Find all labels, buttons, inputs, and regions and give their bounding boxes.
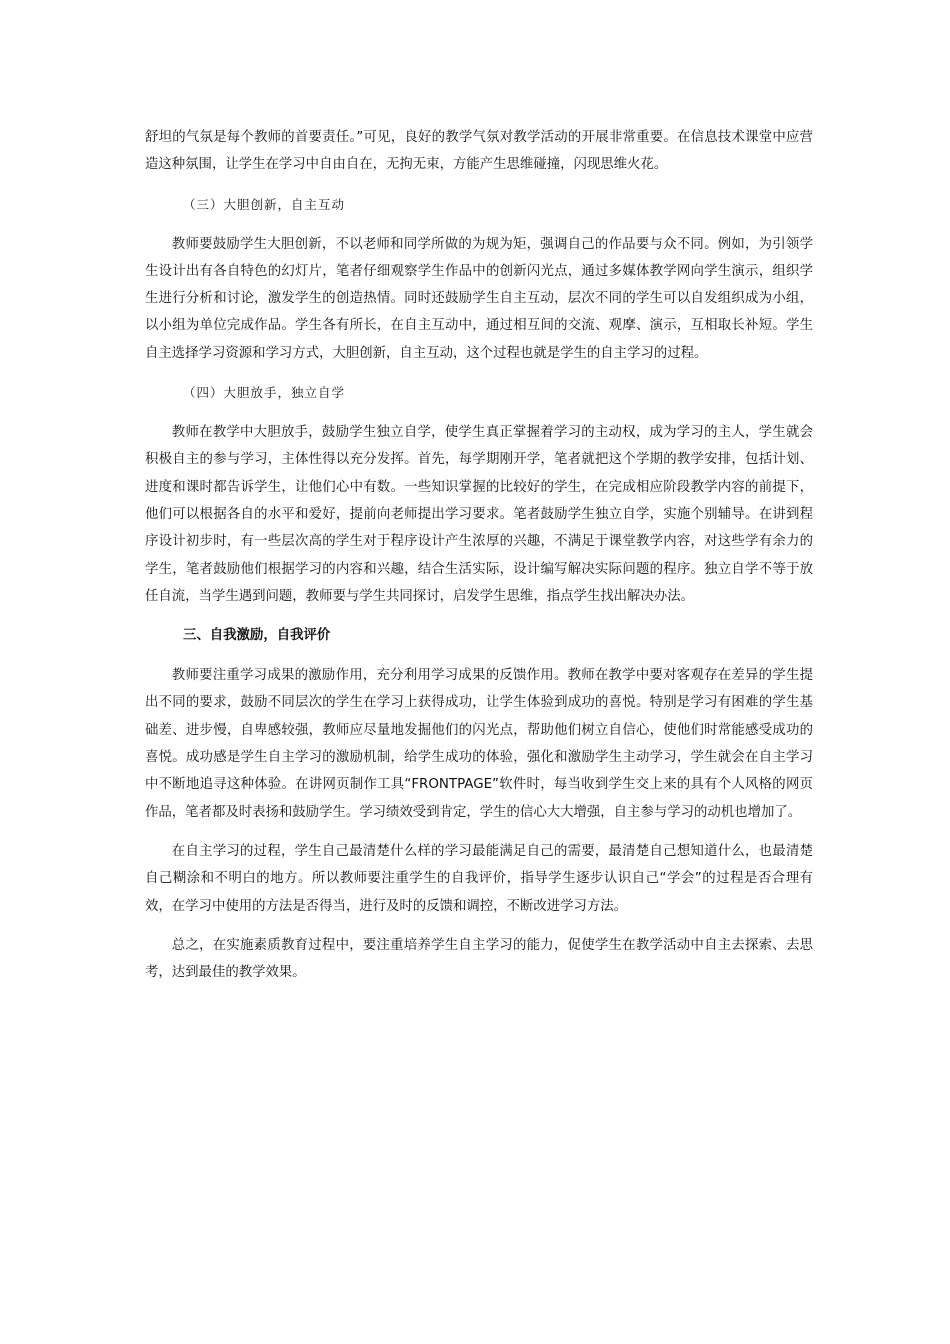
paragraph-self-study: 教师在教学中大胆放手，鼓励学生独立自学，使学生真正掌握着学习的主动权，成为学习的主人，学生就会积极自主的参与学习，主体性得以充分发挥。首先，每学期刚开学，笔者就把这个学期的教学安排，包括计划、进度和课时都告诉学生，让他们心中有数。一些知识掌握的比较好的学生，在完成相应阶段教学内容的前提下，他们可以根据各自的水平和爱好，提前向老师提出学习要求。笔者鼓励学生独立自学，实施个别辅导。在讲到程序设计初步时，有一些层次高的学生对于程序设计产生浓厚的兴趣，不满足于课堂教学内容，对这些学有余力的学生，笔者鼓励他们根据学习的内容和兴趣，结合生活实际，设计编写解决实际问题的程序。独立自学不等于放任自流，当学生遇到问题，教师要与学生共同探讨，启发学生思维，指点学生找出解决办法。: [145, 425, 813, 604]
document-page: [145, 124, 813, 986]
subheading-3: （三）大胆创新，自主互动: [183, 196, 346, 212]
section-heading-3: 三、自我激励，自我评价: [183, 628, 331, 644]
paragraph-continued: 舒坦的气氛是每个教师的首要责任。”可见，良好的教学气氛对教学活动的开展非常重要。在信息技术课堂中应营造这种氛围，让学生在学习中自由自在，无拘无束，方能产生思维碰撞，闪现思维火花。: [145, 130, 813, 173]
paragraph-motivation: 教师要注重学习成果的激励作用，充分利用学习成果的反馈作用。教师在教学中要对客观存在差异的学生提出不同的要求，鼓励不同层次的学生在学习上获得成功，让学生体验到成功的喜悦。特别是学习有困难的学生基础差、进步慢，自卑感较强，教师应尽量地发掘他们的闪光点，帮助他们树立自信心，使他们时常能感受成功的喜悦。成功感是学生自主学习的激励机制，给学生成功的体验，强化和激励学生主动学习，学生就会在自主学习中不断地追寻这种体验。在讲网页制作工具“FRONTPAGE”软件时，每当收到学生交上来的具有个人风格的网页作品，笔者都及时表扬和鼓励学生。学习绩效受到肯定，学生的信心大大增强，自主参与学习的动机也增加了。: [145, 668, 813, 820]
subheading-4: （四）大胆放手，独立自学: [183, 385, 346, 401]
paragraph-innovation: 教师要鼓励学生大胆创新，不以老师和同学所做的为规为矩，强调自己的作品要与众不同。例如，为引领学生设计出有各自特色的幻灯片，笔者仔细观察学生作品中的创新闪光点，通过多媒体教学网向学生演示，组织学生进行分析和讨论，激发学生的创造热情。同时还鼓励学生自主互动，层次不同的学生可以自发组织成为小组，以小组为单位完成作品。学生各有所长，在自主互动中，通过相互间的交流、观摩、演示，互相取长补短。学生自主选择学习资源和学习方式，大胆创新，自主互动，这个过程也就是学生的自主学习的过程。: [145, 236, 813, 361]
paragraph-self-evaluation: 在自主学习的过程，学生自己最清楚什么样的学习最能满足自己的需要，最清楚自己想知道什么，也最清楚自己糊涂和不明白的地方。所以教师要注重学生的自我评价，指导学生逐步认识自己“学会”的过程是否合理有效，在学习中使用的方法是否得当，进行及时的反馈和调控，不断改进学习方法。: [145, 843, 813, 914]
paragraph-conclusion: 总之，在实施素质教育过程中，要注重培养学生自主学习的能力，促使学生在教学活动中自主去探索、去思考，达到最佳的教学效果。: [145, 937, 813, 981]
